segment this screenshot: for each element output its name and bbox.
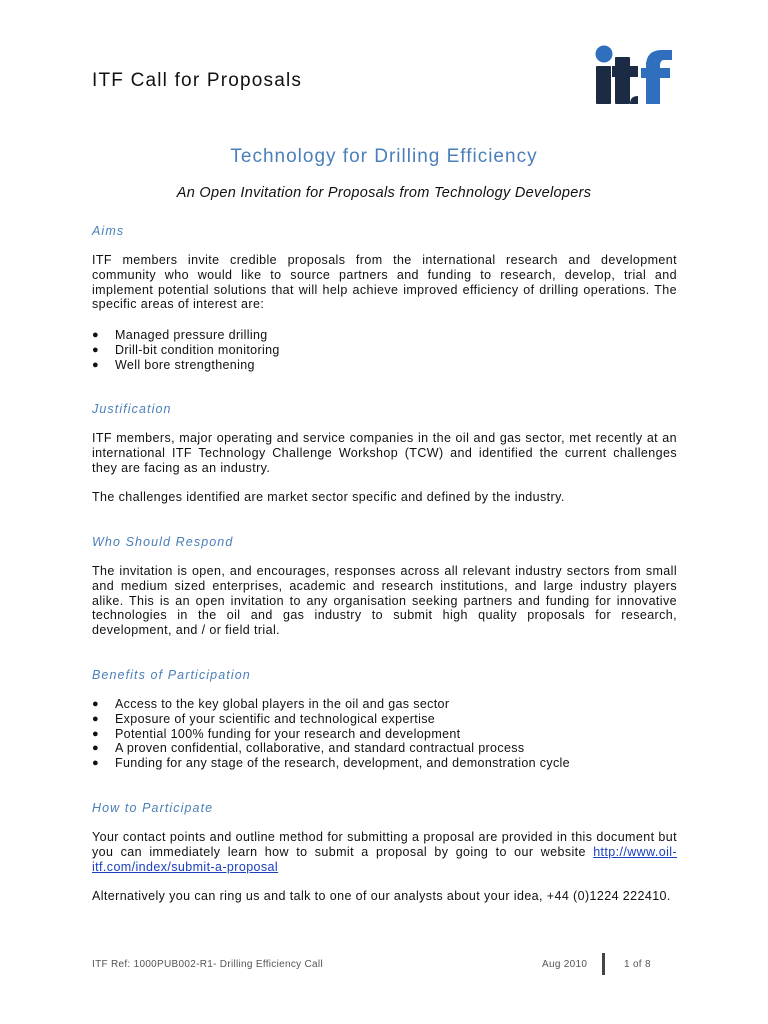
who-should-respond-heading: Who Should Respond: [92, 535, 234, 549]
bullet-icon: ●: [92, 712, 99, 725]
justification-heading: Justification: [92, 402, 172, 416]
list-item: ● Managed pressure drilling: [92, 328, 268, 342]
list-item: ● Well bore strengthening: [92, 357, 255, 372]
aims-bullet-list: [92, 328, 682, 372]
how-to-participate-heading: How to Participate: [92, 801, 214, 815]
submit-proposal-link[interactable]: http://www.oil-itf.com/index/submit-a-proposal: [92, 844, 677, 874]
justification-paragraph-1: ITF members, major operating and service companies in the oil and gas sector, met recently at an international ITF Technology Challenge Workshop (TCW) and identified the current challenges they are facing as an industry.: [92, 431, 677, 475]
footer-page-number: 1 of 8: [624, 959, 651, 970]
bullet-icon: ●: [92, 698, 99, 710]
itf-logo: [590, 44, 676, 110]
list-item: ● Funding for any stage of the research, development, and demonstration cycle: [92, 756, 570, 771]
document-title: Technology for Drilling Efficiency: [230, 146, 538, 167]
bullet-icon: ●: [92, 757, 99, 770]
aims-paragraph: ITF members invite credible proposals from the international research and development community who would like to source partners and funding to research, develop, trial and implement potential solutions that will help achieve improved efficiency of drilling operations. The specific areas of interest are:: [92, 253, 677, 312]
who-should-respond-paragraph: The invitation is open, and encourages, responses across all relevant industry sectors from small and medium sized enterprises, academic and research institutions, and large industry players alike. This is an open invitation to any organisation seeking partners and funding for innovative technologies in the oil and gas industry to submit high quality proposals for research, development, and / or field trial.: [92, 564, 677, 638]
list-item: ● Drill-bit condition monitoring: [92, 342, 280, 357]
footer-divider: [602, 953, 605, 975]
benefits-bullet-list: [92, 697, 682, 771]
how-to-participate-paragraph-1: [92, 830, 677, 874]
header-title: ITF Call for Proposals: [92, 70, 303, 91]
how-to-participate-text: Your contact points and outline method for submitting a proposal are provided in this document but you can immediately learn how to submit a proposal by going to our website: [92, 830, 677, 859]
footer-date: Aug 2010: [542, 959, 588, 970]
list-item: ● Access to the key global players in the oil and gas sector: [92, 697, 450, 711]
aims-heading: Aims: [92, 224, 125, 238]
bullet-icon: ●: [92, 358, 99, 371]
bullet-icon: ●: [92, 343, 99, 356]
footer-reference: ITF Ref: 1000PUB002-R1- Drilling Efficiency Call: [92, 959, 323, 970]
document-subtitle: An Open Invitation for Proposals from Technology Developers: [176, 185, 592, 201]
list-item: ● Exposure of your scientific and technological expertise: [92, 711, 436, 726]
justification-paragraph-2: The challenges identified are market sector specific and defined by the industry.: [92, 490, 565, 504]
bullet-icon: ●: [92, 727, 99, 740]
how-to-participate-paragraph-2: Alternatively you can ring us and talk to one of our analysts about your idea, +44 (0)1224 222410.: [92, 889, 671, 903]
benefits-heading: Benefits of Participation: [92, 668, 251, 682]
list-item: ● A proven confidential, collaborative, and standard contractual process: [92, 741, 525, 756]
bullet-icon: ●: [92, 329, 99, 341]
bullet-icon: ●: [92, 742, 99, 755]
list-item: ● Potential 100% funding for your research and development: [92, 726, 461, 741]
